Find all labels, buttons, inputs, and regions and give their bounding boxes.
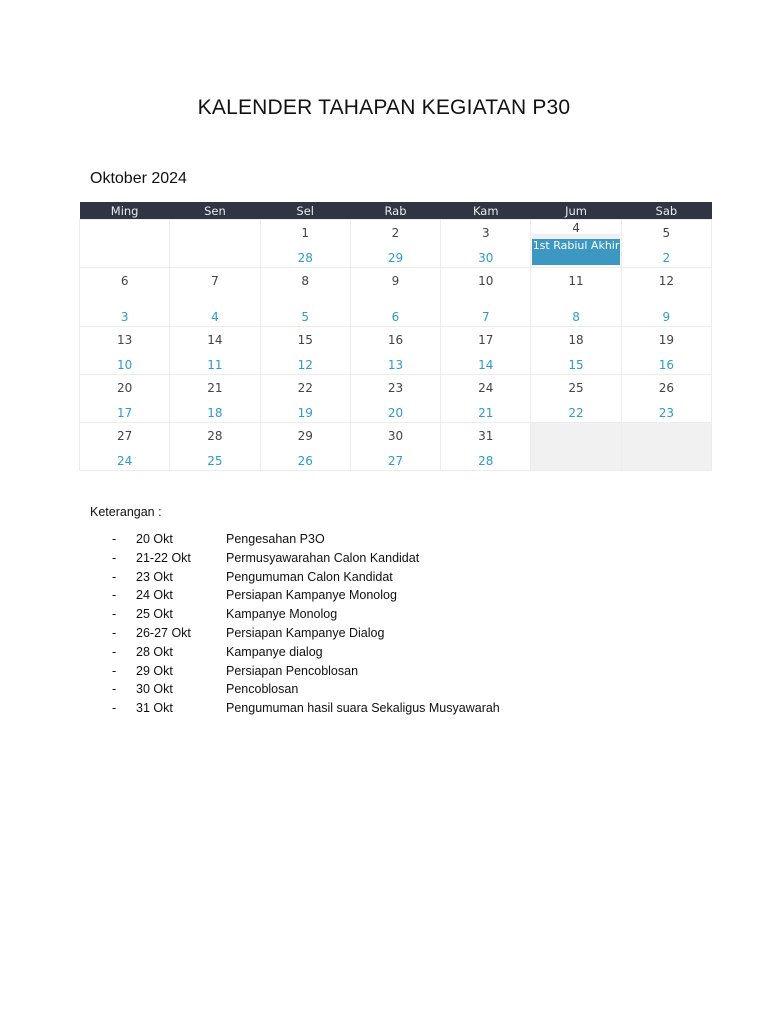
note-date: 26-27 Okt <box>136 625 191 640</box>
calendar-day-cell[interactable] <box>350 423 440 471</box>
hijri-date: 19 <box>297 406 313 420</box>
calendar-day-cell[interactable] <box>80 327 170 375</box>
hijri-date: 23 <box>658 406 674 420</box>
hijri-date: 17 <box>117 406 133 420</box>
calendar-day-cell[interactable] <box>260 220 350 268</box>
day-number: 6 <box>120 274 129 288</box>
page-title: KALENDER TAHAPAN KEGIATAN P30 <box>197 96 571 119</box>
calendar-day-cell[interactable] <box>260 268 350 327</box>
note-description: Persiapan Kampanye Monolog <box>226 588 397 603</box>
calendar-day-cell[interactable] <box>80 220 170 268</box>
day-number: 5 <box>662 226 671 240</box>
calendar-day-cell[interactable] <box>80 423 170 471</box>
hijri-date: 21 <box>478 406 494 420</box>
note-date: 29 Okt <box>136 663 173 678</box>
calendar-week-row <box>80 423 712 471</box>
calendar-week-row <box>80 268 712 327</box>
calendar-day-cell[interactable] <box>531 220 621 268</box>
weekday-header: Sen <box>170 202 260 220</box>
calendar-day-cell[interactable] <box>621 268 711 327</box>
hijri-date: 22 <box>568 406 584 420</box>
calendar-day-cell[interactable] <box>441 423 531 471</box>
note-date: 28 Okt <box>136 644 173 659</box>
note-date: 21-22 Okt <box>136 550 191 565</box>
calendar-week-row <box>80 375 712 423</box>
note-description: Pengumuman Calon Kandidat <box>226 569 393 584</box>
weekday-header: Ming <box>80 202 170 220</box>
calendar-day-cell[interactable] <box>621 220 711 268</box>
note-description: Kampanye dialog <box>226 644 323 659</box>
calendar-event[interactable]: 1st Rabiul Akhir <box>532 239 619 265</box>
note-date: 24 Okt <box>136 588 173 603</box>
hijri-date: 2 <box>662 251 671 265</box>
day-number: 4 <box>572 221 580 235</box>
bullet-dash: - <box>112 607 117 622</box>
calendar-day-cell[interactable] <box>260 423 350 471</box>
calendar-day-cell[interactable] <box>170 327 260 375</box>
hijri-date: 9 <box>662 310 671 324</box>
calendar-day-cell[interactable] <box>170 423 260 471</box>
day-number: 14 <box>207 333 223 347</box>
day-number: 12 <box>658 274 674 288</box>
bullet-dash: - <box>112 663 117 678</box>
day-number: 17 <box>478 333 494 347</box>
weekday-header: Sel <box>260 202 350 220</box>
bullet-dash: - <box>112 625 117 640</box>
hijri-date: 3 <box>120 310 129 324</box>
note-description: Permusyawarahan Calon Kandidat <box>226 550 420 565</box>
day-number: 25 <box>568 381 584 395</box>
day-number: 1 <box>301 226 310 240</box>
weekday-header: Sab <box>621 202 711 220</box>
weekday-header-row <box>80 202 712 220</box>
day-number: 2 <box>391 226 400 240</box>
hijri-date: 18 <box>207 406 223 420</box>
calendar-day-cell[interactable] <box>531 327 621 375</box>
hijri-date: 8 <box>572 310 580 324</box>
hijri-date: 11 <box>207 358 223 372</box>
calendar-day-cell[interactable] <box>170 268 260 327</box>
calendar-day-cell[interactable] <box>350 327 440 375</box>
calendar-day-cell[interactable] <box>80 375 170 423</box>
note-description: Persiapan Pencoblosan <box>226 663 359 678</box>
calendar-day-cell[interactable] <box>621 375 711 423</box>
day-number: 31 <box>478 429 494 443</box>
hijri-date: 4 <box>211 310 219 324</box>
hijri-date: 27 <box>387 454 404 468</box>
hijri-date: 28 <box>297 251 313 265</box>
bullet-dash: - <box>112 569 117 584</box>
day-number: 11 <box>568 274 584 288</box>
day-number: 23 <box>387 381 404 395</box>
day-number: 10 <box>478 274 494 288</box>
calendar-day-cell[interactable] <box>260 327 350 375</box>
hijri-date: 16 <box>658 358 674 372</box>
day-number: 28 <box>207 429 223 443</box>
note-date: 20 Okt <box>136 532 173 546</box>
calendar-day-cell[interactable] <box>350 268 440 327</box>
hijri-date: 14 <box>478 358 494 372</box>
hijri-date: 28 <box>478 454 494 468</box>
note-description: Pengumuman hasil suara Sekaligus Musyawarah <box>226 701 500 716</box>
calendar-week-row <box>80 327 712 375</box>
note-date: 23 Okt <box>136 569 173 584</box>
bullet-dash: - <box>112 588 117 603</box>
day-number: 15 <box>297 333 313 347</box>
calendar-day-cell[interactable] <box>170 375 260 423</box>
hijri-date: 12 <box>297 358 313 372</box>
note-date: 31 Okt <box>136 701 173 716</box>
calendar-day-cell[interactable] <box>350 220 440 268</box>
hijri-date: 10 <box>117 358 133 372</box>
hijri-date: 6 <box>391 310 400 324</box>
calendar-day-cell[interactable] <box>441 327 531 375</box>
calendar-day-cell[interactable] <box>80 268 170 327</box>
day-number: 3 <box>481 226 490 240</box>
calendar-day-cell[interactable] <box>621 327 711 375</box>
day-number: 8 <box>301 274 310 288</box>
hijri-date: 25 <box>207 454 223 468</box>
day-number: 30 <box>387 429 404 443</box>
bullet-dash: - <box>112 682 117 697</box>
notes-label: Keterangan : <box>90 505 162 519</box>
calendar-day-cell[interactable] <box>441 220 531 268</box>
weekday-header: Jum <box>531 202 621 220</box>
hijri-date: 5 <box>301 310 310 324</box>
bullet-dash: - <box>112 701 117 716</box>
day-number: 22 <box>297 381 313 395</box>
calendar-week-row <box>80 220 712 268</box>
hijri-date: 30 <box>478 251 494 265</box>
note-date: 25 Okt <box>136 607 173 622</box>
calendar-day-cell[interactable] <box>531 268 621 327</box>
calendar-day-cell[interactable] <box>531 375 621 423</box>
month-heading: Oktober 2024 <box>90 170 187 187</box>
calendar-day-cell[interactable] <box>350 375 440 423</box>
calendar-table <box>79 202 712 471</box>
bullet-dash: - <box>112 532 117 546</box>
day-number: 9 <box>391 274 400 288</box>
day-number: 18 <box>568 333 584 347</box>
day-number: 27 <box>117 429 133 443</box>
day-number: 16 <box>387 333 404 347</box>
note-description: Kampanye Monolog <box>226 607 338 622</box>
day-number: 13 <box>117 333 133 347</box>
weekday-header: Rab <box>350 202 440 220</box>
note-description: Pencoblosan <box>226 682 299 697</box>
day-number: 19 <box>658 333 674 347</box>
calendar-blank-cell <box>531 423 621 471</box>
calendar-blank-cell <box>621 423 711 471</box>
hijri-date: 15 <box>568 358 584 372</box>
bullet-dash: - <box>112 644 117 659</box>
hijri-date: 29 <box>387 251 404 265</box>
note-date: 30 Okt <box>136 682 173 697</box>
note-description: Persiapan Kampanye Dialog <box>226 625 385 640</box>
day-number: 20 <box>117 381 133 395</box>
hijri-date: 20 <box>387 406 404 420</box>
hijri-date: 7 <box>481 310 490 324</box>
day-number: 26 <box>658 381 674 395</box>
calendar-day-cell[interactable] <box>260 375 350 423</box>
calendar-day-cell[interactable] <box>441 268 531 327</box>
day-number: 21 <box>207 381 223 395</box>
bullet-dash: - <box>112 550 117 565</box>
hijri-date: 26 <box>297 454 313 468</box>
hijri-date: 13 <box>387 358 404 372</box>
day-number: 29 <box>297 429 313 443</box>
day-number: 24 <box>478 381 494 395</box>
hijri-date: 24 <box>117 454 133 468</box>
note-description: Pengesahan P3O <box>226 532 325 546</box>
calendar-day-cell[interactable] <box>441 375 531 423</box>
day-number: 7 <box>211 274 219 288</box>
weekday-header: Kam <box>441 202 531 220</box>
calendar-day-cell[interactable] <box>170 220 260 268</box>
